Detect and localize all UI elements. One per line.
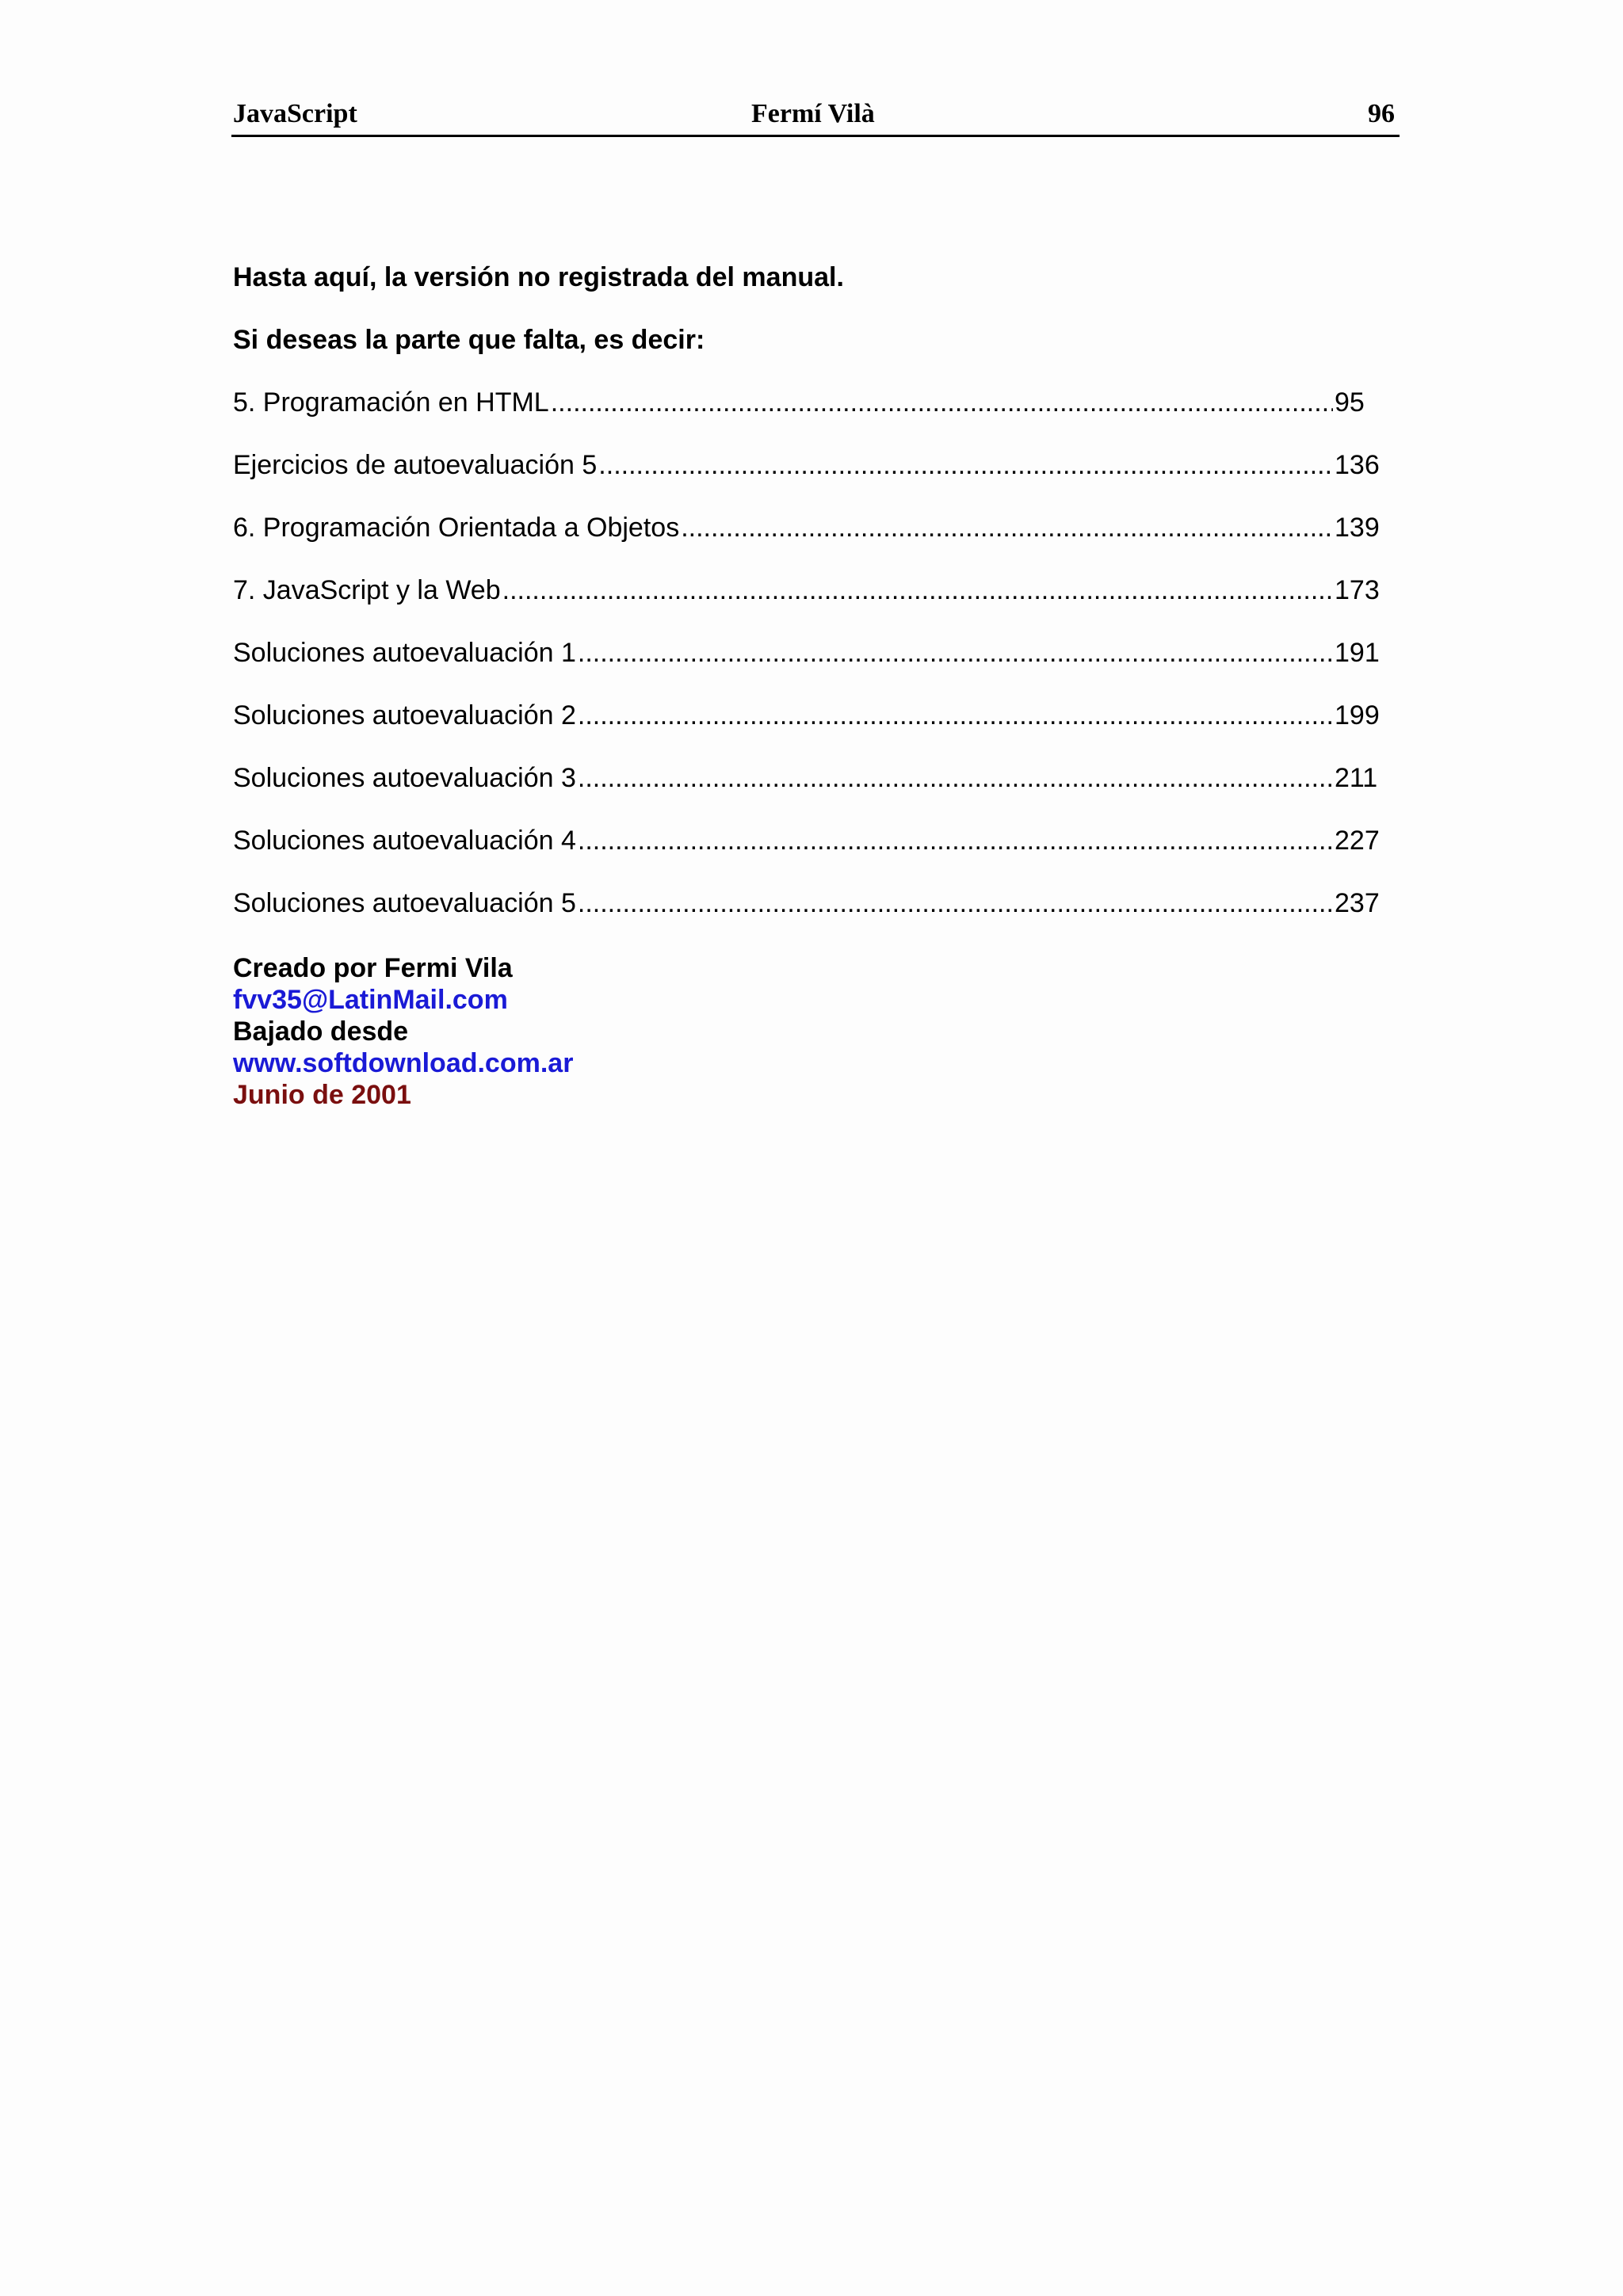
intro-prompt: Si deseas la parte que falta, es decir: <box>233 325 705 355</box>
toc-leader-dots <box>598 449 1333 481</box>
table-of-contents <box>233 387 1382 950</box>
toc-leader-dots <box>578 700 1333 731</box>
toc-entry-page: 136 <box>1335 450 1380 480</box>
toc-leader-dots <box>578 825 1333 856</box>
page-header <box>231 95 1400 137</box>
toc-entry <box>233 449 1382 512</box>
toc-entry-label: Ejercicios de autoevaluación 5 <box>233 450 598 480</box>
toc-entry-label: 7. JavaScript y la Web <box>233 575 501 605</box>
header-title: JavaScript <box>233 99 357 128</box>
website-link[interactable]: www.softdownload.com.ar <box>233 1048 574 1078</box>
toc-entry <box>233 825 1382 887</box>
toc-entry <box>233 574 1382 637</box>
toc-entry <box>233 762 1382 825</box>
intro-notice: Hasta aquí, la versión no registrada del manual. <box>233 262 844 292</box>
toc-entry-page: 139 <box>1335 513 1380 543</box>
author-email-link[interactable]: fvv35@LatinMail.com <box>233 985 508 1015</box>
toc-entry-label: Soluciones autoevaluación 4 <box>233 826 576 856</box>
toc-leader-dots <box>578 887 1333 919</box>
toc-entry-label: 5. Programación en HTML <box>233 387 549 418</box>
toc-entry-page: 237 <box>1335 888 1380 918</box>
toc-entry-page: 227 <box>1335 826 1380 856</box>
toc-entry <box>233 700 1382 762</box>
toc-leader-dots <box>578 762 1333 794</box>
toc-entry <box>233 387 1382 449</box>
toc-entry-page: 191 <box>1335 638 1380 668</box>
toc-leader-dots <box>681 512 1333 543</box>
toc-entry-page: 95 <box>1335 387 1365 418</box>
toc-entry-page: 199 <box>1335 700 1380 730</box>
toc-leader-dots <box>551 387 1333 418</box>
toc-entry-label: Soluciones autoevaluación 3 <box>233 763 576 793</box>
toc-entry-label: 6. Programación Orientada a Objetos <box>233 513 680 543</box>
toc-leader-dots <box>502 574 1333 606</box>
toc-entry-label: Soluciones autoevaluación 2 <box>233 700 576 730</box>
credits-block <box>233 952 573 1111</box>
toc-leader-dots <box>578 637 1333 669</box>
header-page-number: 96 <box>1368 99 1395 128</box>
toc-entry-label: Soluciones autoevaluación 1 <box>233 638 576 668</box>
toc-entry <box>233 637 1382 700</box>
toc-entry <box>233 512 1382 574</box>
credits-author: Creado por Fermi Vila <box>233 953 513 983</box>
toc-entry-page: 211 <box>1335 763 1378 793</box>
toc-entry <box>233 887 1382 950</box>
credits-date: Junio de 2001 <box>233 1080 411 1110</box>
toc-entry-page: 173 <box>1335 575 1380 605</box>
toc-entry-label: Soluciones autoevaluación 5 <box>233 888 576 918</box>
credits-download-label: Bajado desde <box>233 1016 409 1047</box>
header-author: Fermí Vilà <box>751 99 875 128</box>
